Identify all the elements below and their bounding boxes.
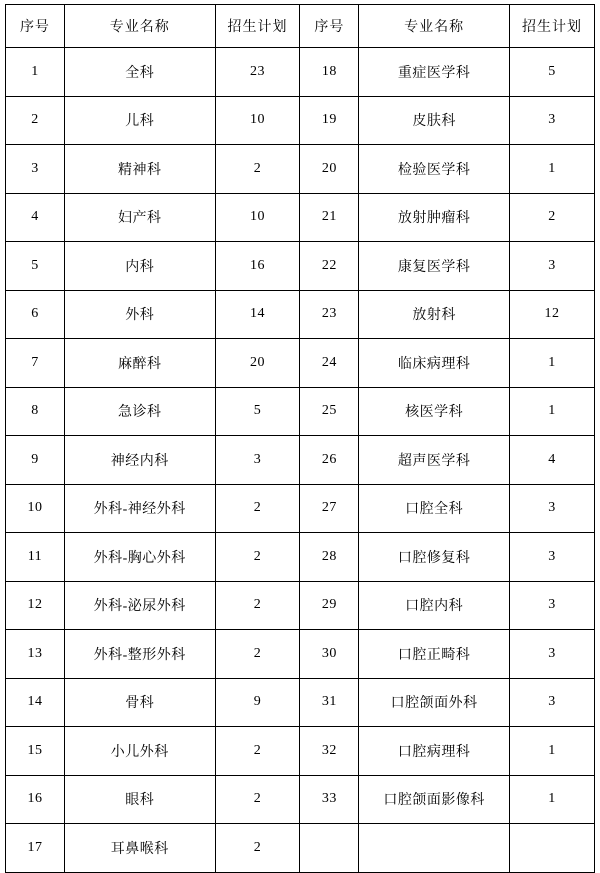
row-no: 12 [6,581,65,630]
row-no: 8 [6,387,65,436]
table-row [6,193,595,242]
row-no: 22 [300,242,359,291]
row-plan: 3 [510,484,595,533]
row-no: 7 [6,339,65,388]
row-no: 4 [6,193,65,242]
table-row [6,581,595,630]
row-plan: 2 [215,727,300,776]
row-major: 外科-胸心外科 [64,533,215,582]
row-major: 放射肿瘤科 [359,193,510,242]
row-major: 临床病理科 [359,339,510,388]
table-row [6,630,595,679]
row-plan-empty [510,824,595,873]
table-row [6,484,595,533]
row-major: 口腔正畸科 [359,630,510,679]
row-plan: 2 [215,533,300,582]
row-major: 超声医学科 [359,436,510,485]
table-row [6,96,595,145]
row-plan: 16 [215,242,300,291]
row-major: 小儿外科 [64,727,215,776]
table-row [6,339,595,388]
row-plan: 10 [215,193,300,242]
row-plan: 1 [510,145,595,194]
row-no: 32 [300,727,359,776]
row-no: 3 [6,145,65,194]
row-major: 康复医学科 [359,242,510,291]
row-no: 10 [6,484,65,533]
row-major: 口腔内科 [359,581,510,630]
row-major: 骨科 [64,678,215,727]
row-major: 口腔颌面影像科 [359,775,510,824]
row-plan: 23 [215,48,300,97]
row-no: 23 [300,290,359,339]
row-major: 神经内科 [64,436,215,485]
row-major: 口腔全科 [359,484,510,533]
header-plan-left: 招生计划 [215,5,300,48]
row-no: 33 [300,775,359,824]
row-major: 妇产科 [64,193,215,242]
row-plan: 14 [215,290,300,339]
row-no: 31 [300,678,359,727]
table-row [6,242,595,291]
table-row [6,145,595,194]
row-plan: 3 [510,581,595,630]
row-plan: 3 [215,436,300,485]
row-no: 14 [6,678,65,727]
row-plan: 3 [510,678,595,727]
row-no: 26 [300,436,359,485]
row-no: 30 [300,630,359,679]
row-no: 17 [6,824,65,873]
row-major: 外科-泌尿外科 [64,581,215,630]
row-no: 29 [300,581,359,630]
row-major: 麻醉科 [64,339,215,388]
header-major-left: 专业名称 [64,5,215,48]
row-plan: 2 [215,775,300,824]
row-no: 1 [6,48,65,97]
row-no: 5 [6,242,65,291]
row-plan: 3 [510,96,595,145]
table-row [6,436,595,485]
admission-plan-table [5,4,595,873]
row-plan: 3 [510,533,595,582]
row-plan: 1 [510,727,595,776]
row-major: 核医学科 [359,387,510,436]
row-major: 儿科 [64,96,215,145]
table-row [6,824,595,873]
row-plan: 20 [215,339,300,388]
document-page [0,4,600,857]
row-no: 18 [300,48,359,97]
table-row [6,678,595,727]
row-major: 放射科 [359,290,510,339]
row-no: 16 [6,775,65,824]
row-major: 外科-整形外科 [64,630,215,679]
row-plan: 10 [215,96,300,145]
row-major: 急诊科 [64,387,215,436]
row-major: 口腔病理科 [359,727,510,776]
row-no: 2 [6,96,65,145]
table-row [6,387,595,436]
row-plan: 5 [510,48,595,97]
row-no: 11 [6,533,65,582]
row-plan: 3 [510,630,595,679]
table-header-row [6,5,595,48]
row-major: 检验医学科 [359,145,510,194]
row-plan: 2 [215,824,300,873]
row-plan: 1 [510,339,595,388]
row-no: 15 [6,727,65,776]
table-row [6,533,595,582]
row-no: 27 [300,484,359,533]
row-major: 眼科 [64,775,215,824]
row-plan: 1 [510,775,595,824]
row-plan: 2 [215,145,300,194]
row-no: 24 [300,339,359,388]
row-plan: 5 [215,387,300,436]
header-no-right: 序号 [300,5,359,48]
row-no: 20 [300,145,359,194]
row-major: 全科 [64,48,215,97]
row-plan: 2 [215,484,300,533]
table-row [6,290,595,339]
row-plan: 2 [510,193,595,242]
row-no: 6 [6,290,65,339]
row-plan: 2 [215,630,300,679]
row-plan: 1 [510,387,595,436]
row-plan: 2 [215,581,300,630]
row-major: 重症医学科 [359,48,510,97]
row-major: 耳鼻喉科 [64,824,215,873]
row-major: 内科 [64,242,215,291]
table-row [6,48,595,97]
row-major: 精神科 [64,145,215,194]
row-no: 19 [300,96,359,145]
row-no: 21 [300,193,359,242]
row-major-empty [359,824,510,873]
row-major: 口腔修复科 [359,533,510,582]
table-body [6,5,595,873]
header-no-left: 序号 [6,5,65,48]
row-plan: 4 [510,436,595,485]
row-no: 9 [6,436,65,485]
row-major: 皮肤科 [359,96,510,145]
row-plan: 9 [215,678,300,727]
table-row [6,775,595,824]
row-no-empty [300,824,359,873]
row-no: 28 [300,533,359,582]
row-no: 25 [300,387,359,436]
row-major: 外科 [64,290,215,339]
row-plan: 3 [510,242,595,291]
table-row [6,727,595,776]
row-major: 外科-神经外科 [64,484,215,533]
row-major: 口腔颌面外科 [359,678,510,727]
header-major-right: 专业名称 [359,5,510,48]
row-plan: 12 [510,290,595,339]
row-no: 13 [6,630,65,679]
header-plan-right: 招生计划 [510,5,595,48]
